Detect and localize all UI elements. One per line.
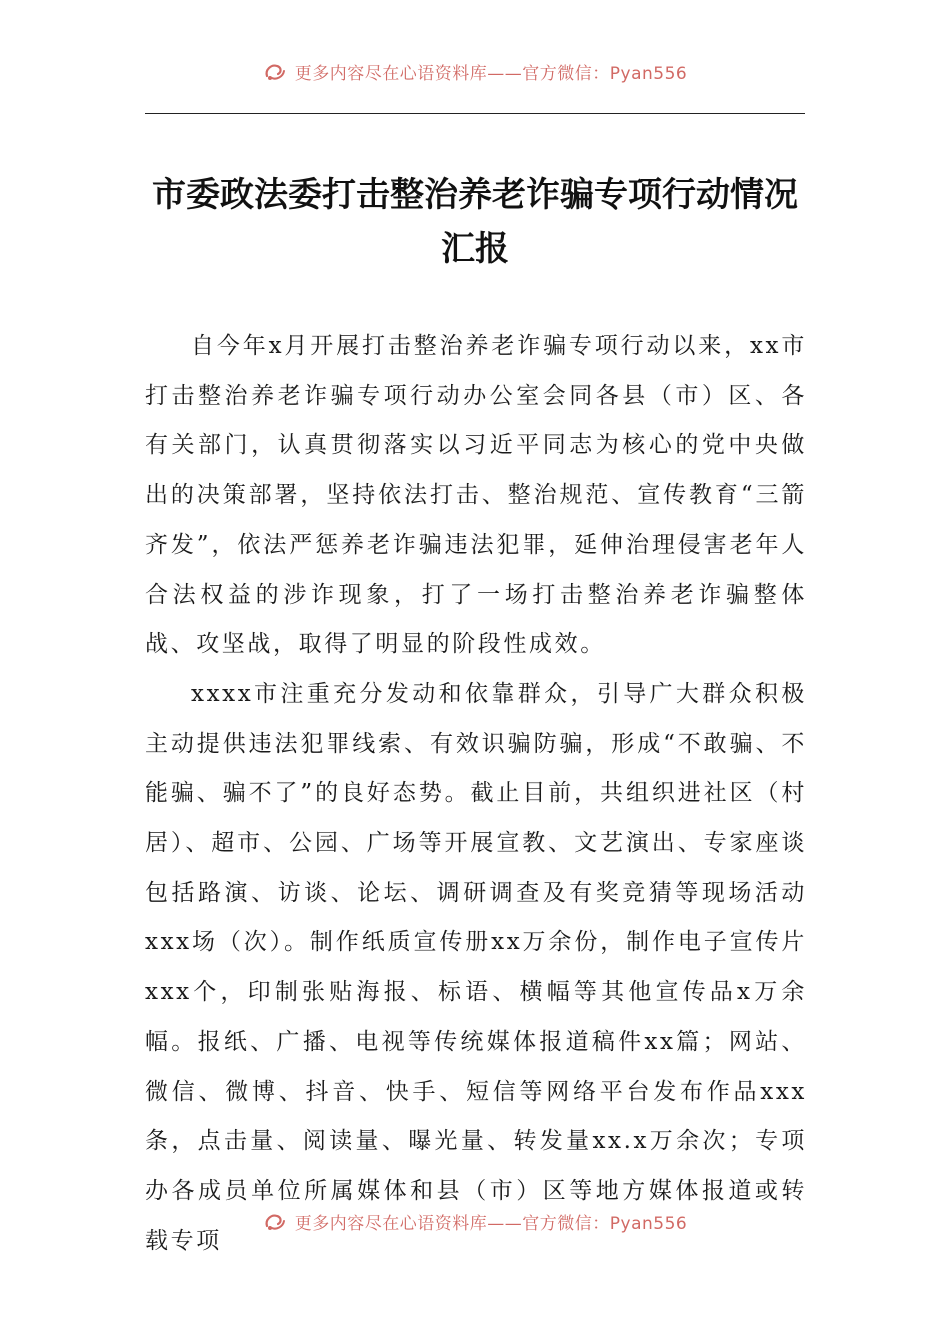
logo-mark-icon — [263, 60, 287, 82]
logo-mark-icon — [263, 1210, 287, 1232]
paragraph-2: xxxx市注重充分发动和依靠群众，引导广大群众积极主动提供违法犯罪线索、有效识骗防骗，形成“不敢骗、不能骗、骗不了”的良好态势。截止目前，共组织进社区（村居）、超市、公园、广场等开展宣教、文艺演出、专家座谈包括路演、访谈、论坛、调研调查及有奖竞猜等现场活动xxx场（次）。制作纸质宣传册xx万余份，制作电子宣传片xxx个，印制张贴海报、标语、横幅等其他宣传品x万余幅。报纸、广播、电视等传统媒体报道稿件xx篇；网站、微信、微博、抖音、快手、短信等网络平台发布作品xxx条，点击量、阅读量、曝光量、转发量xx.x万余次；专项办各成员单位所属媒体和县（市）区等地方媒体报道或转载专项 — [145, 680, 807, 1254]
header-divider — [145, 113, 805, 114]
document-title: 市委政法委打击整治养老诈骗专项行动情况汇报 — [152, 175, 798, 269]
footer-watermark — [0, 1206, 950, 1236]
watermark-text: 更多内容尽在心语资料库——官方微信：Pyan556 — [294, 1213, 688, 1234]
header-watermark — [0, 56, 950, 86]
paragraph-1: 自今年x月开展打击整治养老诈骗专项行动以来，xx市打击整治养老诈骗专项行动办公室会同各县（市）区、各有关部门，认真贯彻落实以习近平同志为核心的党中央做出的决策部署，坚持依法打击、整治规范、宣传教育“三箭齐发”，依法严惩养老诈骗违法犯罪，延伸治理侵害老年人合法权益的涉诈现象，打了一场打击整治养老诈骗整体战、攻坚战，取得了明显的阶段性成效。 — [145, 333, 807, 658]
document-body — [145, 322, 807, 1266]
watermark-text: 更多内容尽在心语资料库——官方微信：Pyan556 — [294, 63, 688, 84]
